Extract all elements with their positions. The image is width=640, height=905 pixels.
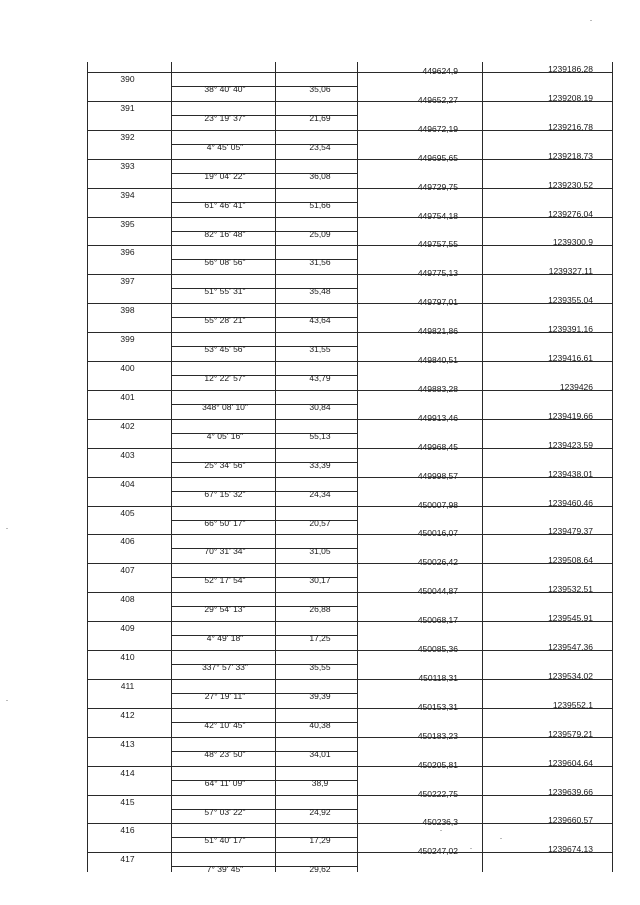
direction-angle: 55° 28' 21" [204, 315, 246, 326]
distance-value: 43,79 [309, 373, 331, 383]
point-number: 408 [120, 594, 135, 605]
distance-value: 39,39 [309, 690, 331, 701]
distance-value: 51,66 [309, 199, 331, 210]
distance-value: 33,39 [309, 459, 331, 470]
y-coordinate: 1239534,02 [548, 670, 593, 681]
point-number: 411 [120, 680, 135, 691]
y-coordinate: 1239579,21 [548, 728, 593, 739]
point-number: 394 [120, 189, 135, 200]
direction-angle: 61° 46' 41" [204, 199, 246, 210]
point-number: 404 [120, 478, 135, 489]
x-coordinate: 450183,23 [417, 730, 458, 741]
x-coordinate: 450247,02 [417, 846, 458, 857]
distance-value: 31,55 [309, 344, 331, 355]
y-coordinate: 1239230,52 [548, 179, 593, 190]
x-coordinate: 450026,42 [417, 557, 458, 568]
distance-value: 20,57 [309, 517, 331, 528]
y-coordinate: 1239186,28 [548, 64, 593, 74]
y-coordinate: 1239426 [559, 381, 593, 392]
x-coordinate: 449672,19 [417, 123, 458, 134]
column-rule [612, 62, 613, 872]
y-coordinate: 1239438,01 [548, 468, 593, 479]
x-coordinate: 450068,17 [417, 615, 458, 626]
x-coordinate: 449797,01 [417, 297, 458, 308]
x-coordinate: 449883,28 [417, 383, 458, 394]
y-coordinate: 1239479,37 [548, 526, 593, 537]
y-coordinate: 1239532,51 [548, 584, 593, 595]
x-coordinate: 450044,87 [417, 586, 458, 597]
direction-angle: 53° 45' 56" [204, 344, 246, 355]
distance-value: 21,69 [309, 112, 331, 123]
x-coordinate: 450236,3 [422, 817, 458, 828]
point-number: 390 [120, 74, 135, 84]
distance-value: 17,25 [309, 633, 331, 644]
point-number: 398 [120, 305, 135, 316]
distance-value: 35,06 [309, 84, 331, 94]
direction-angle: 4° 49' 18" [206, 633, 244, 644]
column-rule [482, 62, 483, 872]
y-coordinate: 1239552,1 [552, 699, 593, 710]
distance-value: 30,84 [309, 401, 331, 412]
point-number: 395 [120, 218, 135, 229]
direction-angle: 70° 31' 34" [204, 546, 246, 557]
point-number: 392 [120, 131, 135, 142]
scan-speck [500, 838, 502, 839]
x-coordinate: 449998,57 [417, 470, 458, 481]
x-coordinate: 449624,9 [422, 66, 458, 76]
distance-value: 35,48 [309, 286, 331, 297]
scan-speck [440, 830, 442, 831]
x-coordinate: 449754,18 [417, 210, 458, 221]
point-number: 414 [120, 767, 135, 778]
distance-value: 31,56 [309, 257, 331, 268]
distance-value: 23,54 [309, 141, 331, 152]
x-coordinate: 449729,75 [417, 181, 458, 192]
point-number: 391 [120, 102, 135, 113]
direction-angle: 348° 08' 10" [202, 401, 248, 412]
direction-angle: 23° 19' 37" [204, 112, 246, 123]
y-coordinate: 1239327,11 [548, 266, 593, 277]
direction-angle: 56° 08' 56" [204, 257, 246, 268]
y-coordinate: 1239547,36 [548, 642, 593, 652]
distance-value: 25,09 [309, 228, 331, 239]
x-coordinate: 449913,46 [417, 412, 458, 423]
point-number: 403 [120, 449, 135, 460]
scan-speck [590, 20, 592, 21]
x-coordinate: 450016,07 [417, 528, 458, 539]
column-rule [357, 62, 358, 872]
point-number: 406 [120, 536, 135, 547]
y-coordinate: 1239391,16 [548, 324, 593, 335]
y-coordinate: 1239423,59 [548, 439, 593, 450]
distance-value: 36,08 [309, 170, 331, 181]
point-number: 401 [120, 391, 135, 402]
direction-angle: 12° 22' 57" [204, 373, 246, 383]
point-number: 417 [120, 854, 135, 865]
x-coordinate: 450205,81 [417, 759, 458, 770]
y-coordinate: 1239355,04 [548, 295, 593, 306]
y-coordinate: 1239604,64 [548, 757, 593, 768]
direction-angle: 19° 04' 22" [204, 170, 246, 181]
distance-value: 35,55 [309, 662, 331, 672]
direction-angle: 82° 16' 48" [204, 228, 246, 239]
direction-angle: 57° 03' 22" [204, 806, 246, 817]
direction-angle: 4° 05' 16" [206, 430, 244, 441]
x-coordinate: 450222,75 [417, 788, 458, 799]
distance-value: 26,88 [309, 604, 331, 615]
direction-angle: 52° 17' 54" [204, 575, 246, 586]
distance-value: 24,92 [309, 806, 331, 817]
distance-value: 17,29 [309, 835, 331, 846]
point-number: 397 [120, 276, 135, 287]
direction-angle: 4° 45' 05" [206, 141, 244, 152]
x-coordinate: 449695,65 [417, 152, 458, 163]
x-coordinate: 450007,98 [417, 499, 458, 510]
direction-angle: 27° 19' 11" [204, 690, 246, 701]
point-number: 407 [120, 565, 135, 576]
x-coordinate: 449840,51 [417, 355, 458, 365]
scan-speck [6, 528, 8, 529]
x-coordinate: 449652,27 [417, 94, 458, 105]
direction-angle: 29° 54' 13" [204, 604, 246, 615]
x-coordinate: 449775,13 [417, 268, 458, 279]
x-coordinate: 449821,86 [417, 326, 458, 337]
point-number: 402 [120, 420, 135, 431]
point-number: 396 [120, 247, 135, 258]
distance-value: 24,34 [309, 488, 331, 499]
point-number: 415 [120, 796, 135, 807]
direction-angle: 66° 50' 17" [204, 517, 246, 528]
point-number: 405 [120, 507, 135, 518]
direction-angle: 67° 15' 32" [204, 488, 246, 499]
point-number: 413 [120, 738, 135, 749]
distance-value: 31,05 [309, 546, 331, 557]
y-coordinate: 1239639,66 [548, 786, 593, 797]
x-coordinate: 450153,31 [417, 701, 458, 712]
distance-value: 40,38 [309, 719, 331, 730]
x-coordinate: 449968,45 [417, 441, 458, 452]
point-number: 416 [120, 825, 135, 836]
direction-angle: 51° 40' 17" [204, 835, 246, 846]
point-number: 399 [120, 334, 135, 345]
distance-value: 30,17 [309, 575, 331, 586]
distance-value: 34,01 [309, 748, 331, 759]
direction-angle: 38° 40' 40" [204, 84, 246, 94]
y-coordinate: 1239508,64 [548, 555, 593, 566]
direction-angle: 42° 10' 45" [204, 719, 246, 730]
direction-angle: 337° 57' 33" [202, 662, 248, 672]
distance-value: 43,64 [309, 315, 331, 326]
scan-speck [470, 848, 472, 849]
point-number: 393 [120, 160, 135, 171]
x-coordinate: 450085,36 [417, 644, 458, 654]
direction-angle: 64° 11' 09" [204, 777, 246, 788]
y-coordinate: 1239276,04 [548, 208, 593, 219]
y-coordinate: 1239208,19 [548, 92, 593, 103]
point-number: 400 [120, 363, 135, 373]
direction-angle: 7° 39' 45" [206, 864, 244, 875]
point-number: 409 [120, 623, 135, 634]
column-rule [87, 62, 88, 872]
distance-value: 38,9 [311, 777, 329, 788]
y-coordinate: 1239674,13 [548, 844, 593, 855]
point-number: 412 [120, 709, 135, 720]
y-coordinate: 1239660,57 [548, 815, 593, 826]
y-coordinate: 1239419,66 [548, 410, 593, 421]
x-coordinate: 450118,31 [418, 672, 458, 683]
x-coordinate: 449757,55 [417, 239, 458, 250]
y-coordinate: 1239216,78 [548, 121, 593, 132]
direction-angle: 51° 55' 31" [204, 286, 246, 297]
direction-angle: 48° 23' 50" [204, 748, 246, 759]
y-coordinate: 1239300,9 [552, 237, 593, 248]
point-number: 410 [120, 652, 135, 662]
distance-value: 55,13 [309, 430, 331, 441]
direction-angle: 25° 34' 56" [204, 459, 246, 470]
distance-value: 29,62 [309, 864, 331, 875]
y-coordinate: 1239545,91 [548, 613, 593, 624]
y-coordinate: 1239416,61 [548, 353, 593, 363]
y-coordinate: 1239460,46 [548, 497, 593, 508]
scan-speck [6, 700, 8, 701]
y-coordinate: 1239218,73 [548, 150, 593, 161]
